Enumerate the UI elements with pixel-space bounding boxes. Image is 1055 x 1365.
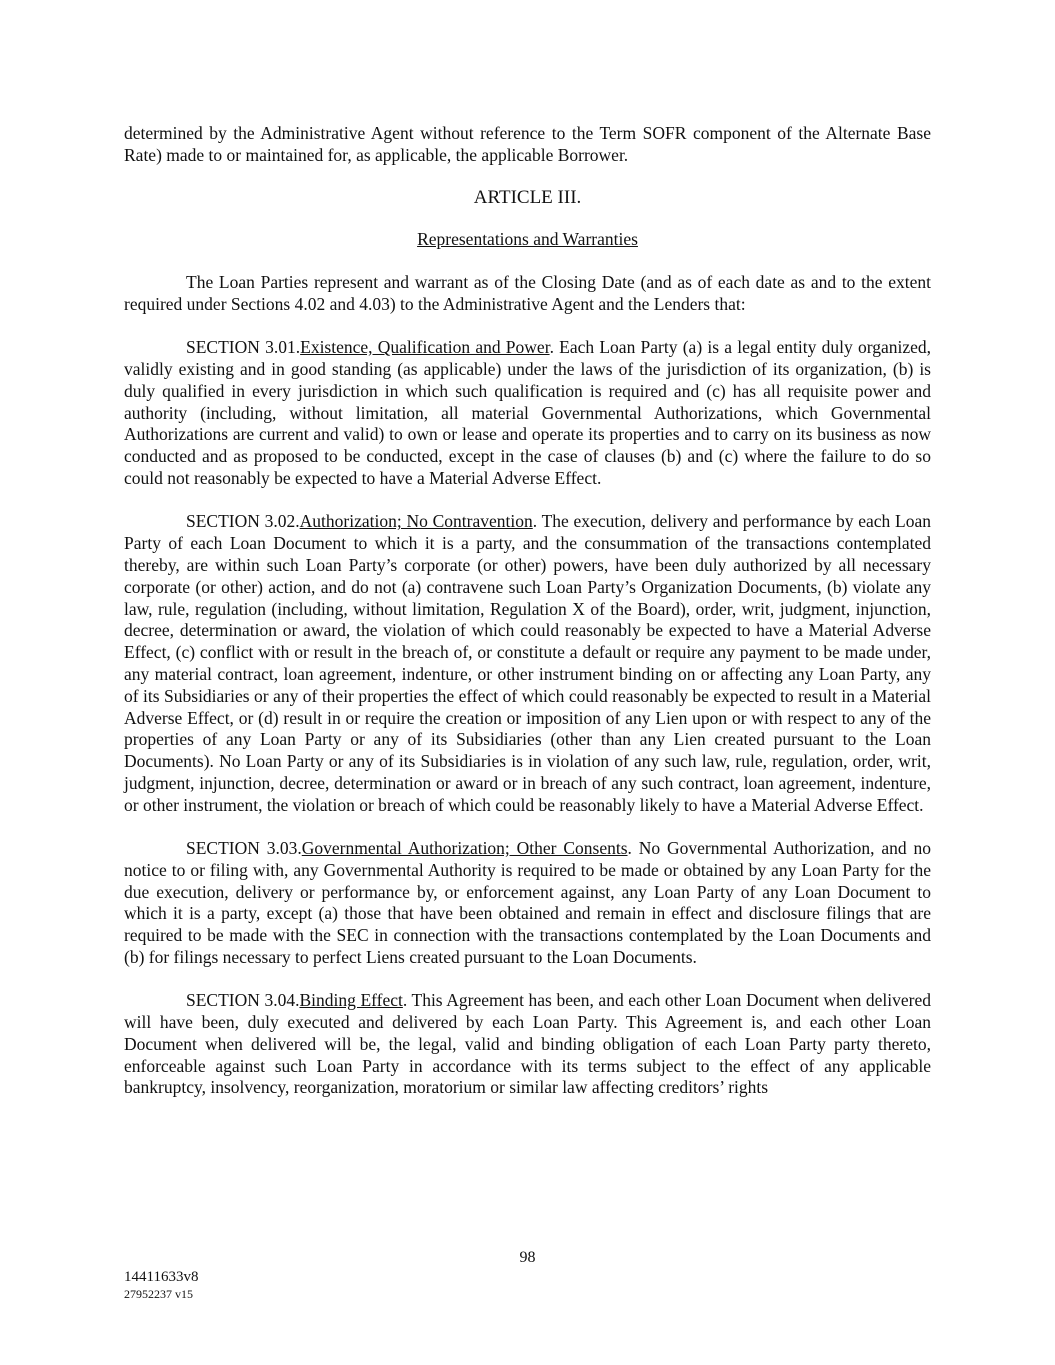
section-3-02: [124, 511, 931, 816]
section-heading: Binding Effect: [299, 990, 403, 1011]
page-number: 98: [519, 1249, 536, 1266]
intro-paragraph: The Loan Parties represent and warrant as of the Closing Date (and as of each date as and to the extent required under Sections 4.02 and 4.03) to the Administrative Agent and the Lenders that:: [124, 272, 931, 314]
section-number: SECTION 3.02.: [186, 511, 300, 532]
section-3-04: [124, 990, 931, 1099]
article-title: ARTICLE III.: [473, 186, 582, 208]
section-heading: Authorization; No Contravention: [299, 511, 533, 532]
section-body: . The execution, delivery and performance by each Loan Party of each Loan Document to which it is a party, and the consummation of the transactions contemplated thereby, are within such Loan Party’s corporate (or other) powers, have been duly authorized by all necessary corporate (or other) action, and do not (a) contravene such Loan Party’s Organization Documents, (b) violate any law, rule, regulation (including, without limitation, Regulation X of the Board), order, writ, judgment, injunction, decree, determination or award, the violation of which could reasonably be expected to have a Material Adverse Effect, (c) conflict with or result in the breach of, or constitute a default or require any payment to be made under, any material contract, loan agreement, indenture, or other instrument binding on or affecting any Loan Party, any of its Subsidiaries or any of their properties the effect of which could reasonably be expected to result in a Material Adverse Effect, or (d) result in or require the creation or imposition of any Lien upon or with respect to any of the properties of any Loan Party or any of its Subsidiaries (other than any Lien created pursuant to the Loan Documents). No Loan Party or any of its Subsidiaries is in violation of any such law, rule, regulation, order, writ, judgment, injunction, decree, determination or award or in breach of any such contract, loan agreement, indenture, or other instrument, the violation or breach of which could be reasonably likely to have a Material Adverse Effect.: [124, 511, 932, 815]
section-heading: Governmental Authorization; Other Consents: [301, 838, 628, 859]
section-number: SECTION 3.04.: [186, 990, 300, 1011]
section-number: SECTION 3.01.: [186, 337, 301, 358]
document-body: [124, 123, 931, 1121]
section-heading: Existence, Qualification and Power: [300, 337, 550, 358]
section-number: SECTION 3.03.: [186, 838, 302, 859]
article-subtitle: [124, 229, 931, 251]
continuation-paragraph: determined by the Administrative Agent without reference to the Term SOFR component of the Alternate Base Rate) made to or maintained for, as applicable, the applicable Borrower.: [124, 123, 931, 165]
document-id-secondary: 27952237 v15: [124, 1287, 193, 1301]
article-subtitle-text: Representations and Warranties: [417, 229, 638, 250]
section-body: . No Governmental Authorization, and no notice to or filing with, any Governmental Authority is required to be made or obtained by any Loan Party for the due execution, delivery or performance by, or enforcement against, any Loan Party of any Loan Document to which it is a party, except (a) those that have been obtained and remain in effect and disclosure filings that are required to be made with the SEC in connection with the transactions contemplated by the Loan Documents and (b) for filings necessary to perfect Liens created pursuant to the Loan Documents.: [124, 838, 932, 967]
section-3-03: [124, 838, 931, 969]
section-3-01: [124, 337, 931, 490]
document-id: 14411633v8: [124, 1269, 199, 1285]
section-body: . Each Loan Party (a) is a legal entity duly organized, validly existing and in good standing (as applicable) under the laws of the jurisdiction of its organization, (b) is duly qualified in every jurisdiction in which such qualification is required and (c) has all requisite power and authority (including, without limitation, all material Governmental Authorizations, which Governmental Authorizations are current and valid) to own or lease and operate its properties and to carry on its business as now conducted and as proposed to be conducted, except in the case of clauses (b) and (c) where the failure to do so could not reasonably be expected to have a Material Adverse Effect.: [124, 337, 931, 489]
section-body: . This Agreement has been, and each other Loan Document when delivered will have been, duly executed and delivered by each Loan Party. This Agreement is, and each other Loan Document when delivered will be, the legal, valid and binding obligation of each Loan Party party thereto, enforceable against such Loan Party in accordance with its terms subject to the effect of any applicable bankruptcy, insolvency, reorganization, moratorium or similar law affecting creditors’ rights: [124, 990, 932, 1098]
